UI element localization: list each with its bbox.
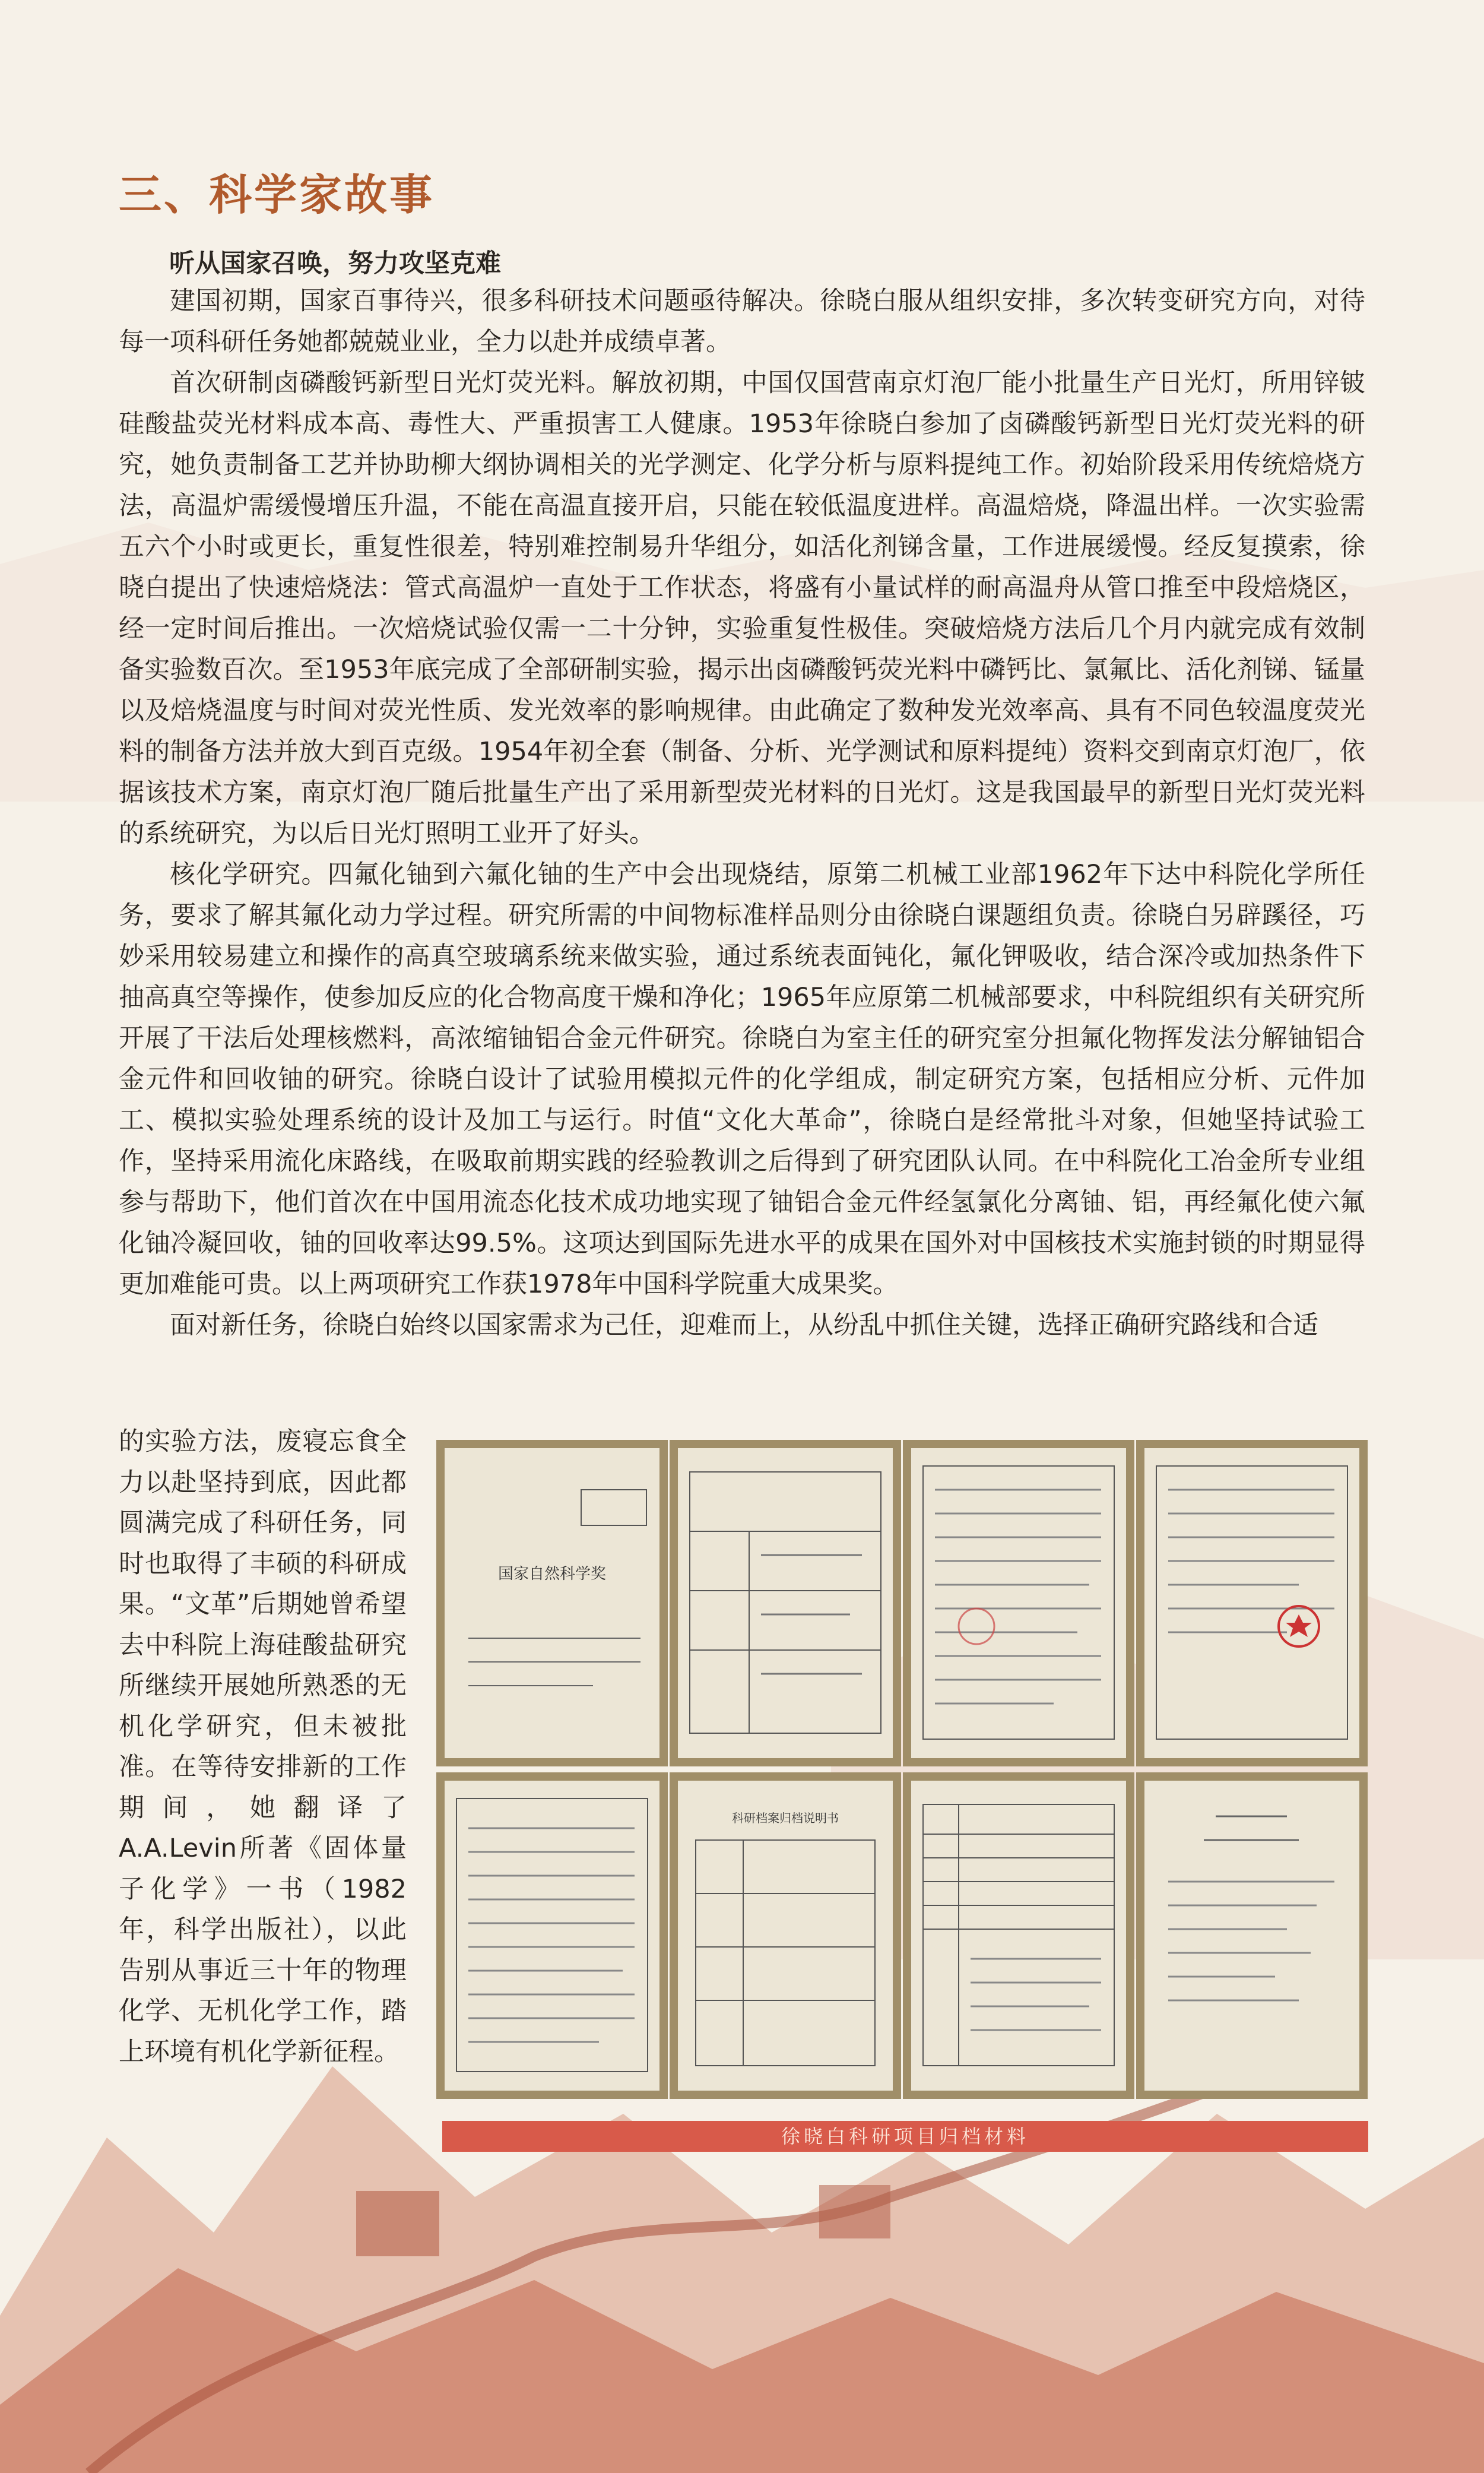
- paragraph-intro: 建国初期，国家百事待兴，很多科研技术问题亟待解决。徐晓白服从组织安排，多次转变研究方向，对待每一项科研任务她都兢兢业业，全力以赴并成绩卓著。: [119, 286, 1365, 357]
- archive-gallery: [436, 1440, 1368, 2158]
- archive-document-8: [1136, 1772, 1368, 2099]
- section-title: 三、科学家故事: [119, 170, 435, 220]
- story-body: [119, 281, 1365, 1346]
- paragraph-nuclear: 核化学研究。四氟化铀到六氟化铀的生产中会出现烧结，原第二机械工业部1962年下达中科院化学所任务，要求了解其氟化动力学过程。研究所需的中间物标准样品则分由徐晓白课题组负责。徐晓白另辟蹊径，巧妙采用较易建立和操作的高真空玻璃系统来做实验，通过系统表面钝化，氟化钾吸收，结合深冷或加热条件下抽高真空等操作，使参加反应的化合物高度干燥和净化；1965年应原第二机械部要求，中科院组织有关研究所开展了干法后处理核燃料，高浓缩铀铝合金元件研究。徐晓白为室主任的研究室分担氟化物挥发法分解铀铝合金元件和回收铀的研究。徐晓白设计了试验用模拟元件的化学组成，制定研究方案，包括相应分析、元件加工、模拟实验处理系统的设计及加工与运行。时值“文化大革命”，徐晓白是经常批斗对象，但她坚持试验工作，坚持采用流化床路线，在吸取前期实践的经验教训之后得到了研究团队认同。在中科院化工冶金所专业组参与帮助下，他们首次在中国用流态化技术成功地实现了铀铝合金元件经氢氯化分离铀、铝，再经氟化使六氟化铀冷凝回收，铀的回收率达99.5%。这项达到国际先进水平的成果在国外对中国核技术实施封锁的时期显得更加难能可贵。以上两项研究工作获1978年中国科学院重大成果奖。: [119, 860, 1365, 1299]
- paragraph-phosphor: 首次研制卤磷酸钙新型日光灯荧光料。解放初期，中国仅国营南京灯泡厂能小批量生产日光灯，所用锌铍硅酸盐荧光材料成本高、毒性大、严重损害工人健康。1953年徐晓白参加了卤磷酸钙新型日光灯荧光料的研究，她负责制备工艺并协助柳大纲协调相关的光学测定、化学分析与原料提纯工作。初始阶段采用传统焙烧方法，高温炉需缓慢增压升温，不能在高温直接开启，只能在较低温度进样。高温焙烧，降温出样。一次实验需五六个小时或更长，重复性很差，特别难控制易升华组分，如活化剂锑含量，工作进展缓慢。经反复摸索，徐晓白提出了快速焙烧法：管式高温炉一直处于工作状态，将盛有小量试样的耐高温舟从管口推至中段焙烧区，经一定时间后推出。一次焙烧试验仅需一二十分钟，实验重复性极佳。突破焙烧方法后几个月内就完成有效制备实验数百次。至1953年底完成了全部研制实验，揭示出卤磷酸钙荧光料中磷钙比、氯氟比、活化剂锑、锰量以及焙烧温度与时间对荧光性质、发光效率的影响规律。由此确定了数种发光效率高、具有不同色较温度荧光料的制备方法并放大到百克级。1954年初全套（制备、分析、光学测试和原料提纯）资料交到南京灯泡厂，依据该技术方案，南京灯泡厂随后批量生产出了采用新型荧光材料的日光灯。这是我国最早的新型日光灯荧光料的系统研究，为以后日光灯照明工业开了好头。: [119, 368, 1365, 848]
- archive-document-1: [436, 1440, 668, 1766]
- gallery-caption: 徐晓白科研项目归档材料: [442, 2121, 1368, 2152]
- archive-document-5: [436, 1772, 668, 2099]
- archive-document-3: [903, 1440, 1134, 1766]
- archive-document-4: [1136, 1440, 1368, 1766]
- story-subtitle: 听从国家召唤，努力攻坚克难: [169, 249, 501, 278]
- paragraph-new-task: 面对新任务，徐晓白始终以国家需求为己任，迎难而上，从纷乱中抓住关键，选择正确研究路线和合适: [170, 1310, 1318, 1340]
- archive-document-1-title: 国家自然科学奖: [497, 1565, 607, 1583]
- archive-document-6: [670, 1772, 901, 2099]
- paragraph-continuation: 的实验方法，废寝忘食全力以赴坚持到底，因此都圆满完成了科研任务，同时也取得了丰硕的科研成果。“文革”后期她曾希望去中科院上海硅酸盐研究所继续开展她所熟悉的无机化学研究，但未被批准。在等待安排新的工作期间，她翻译了A.A.Levin所著《固体量子化学》一书（1982年，科学出版社），以此告别从事近三十年的物理化学、无机化学工作，踏上环境有机化学新征程。: [119, 1427, 407, 2067]
- archive-document-2: [670, 1440, 901, 1766]
- archive-document-7: [903, 1772, 1134, 2099]
- archive-document-6-title: 科研档案归档说明书: [732, 1811, 839, 1825]
